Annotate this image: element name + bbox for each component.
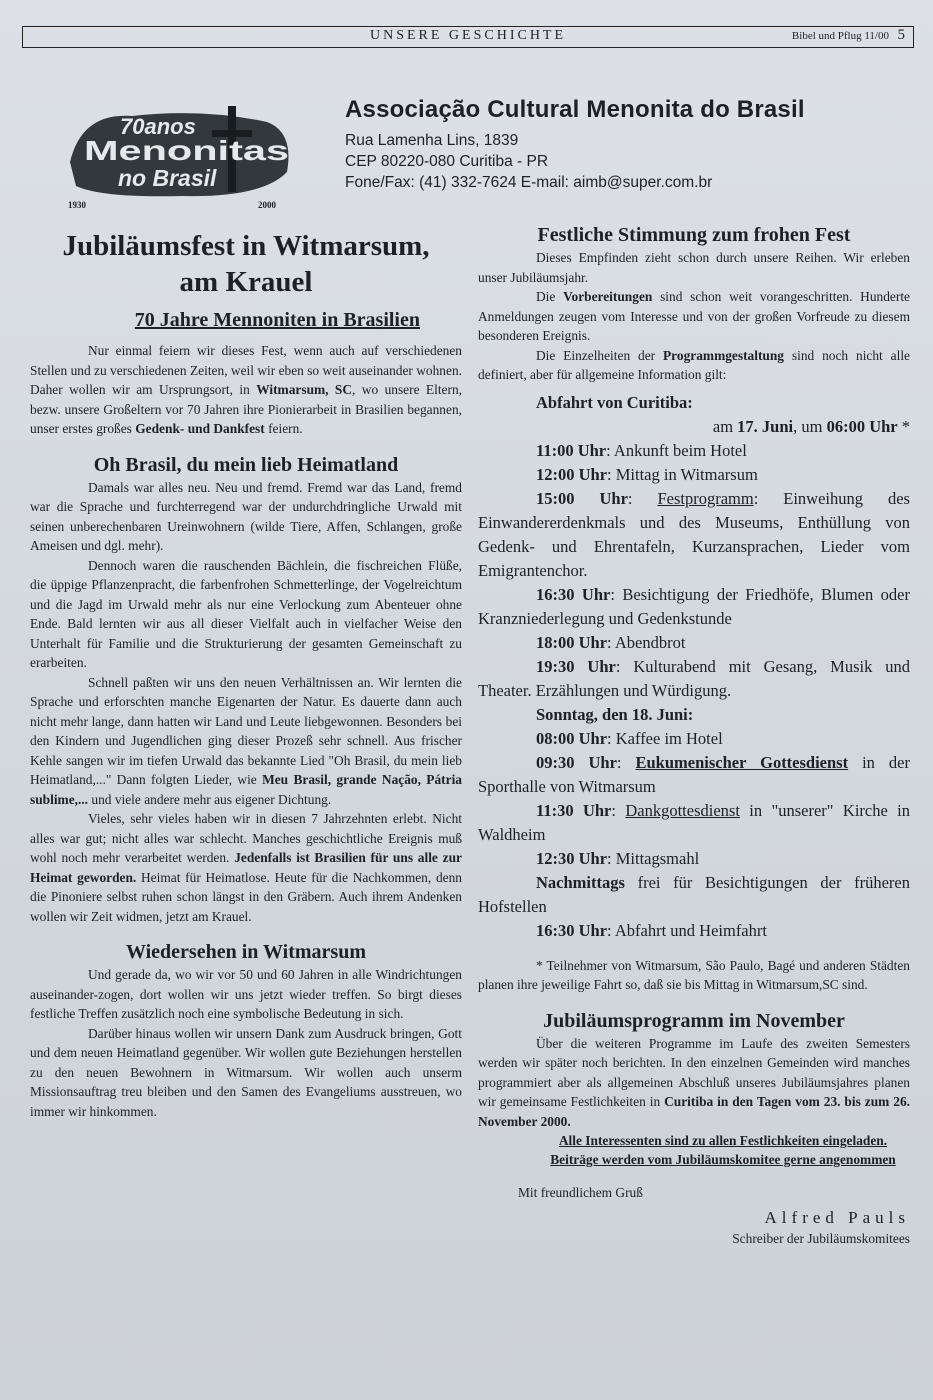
logo-line2: Menonitas (84, 135, 289, 166)
footnote: * Teilnehmer von Witmarsum, São Paulo, Bagé und anderen Städten planen ihre jeweilige Fahrt so, daß sie bis Mittag in Witmarsum,SC sind. (478, 957, 910, 992)
left-column (30, 228, 462, 1121)
paragraph: Darüber hinaus wollen wir unsern Dank zum Ausdruck bringen, Gott und dem neuen Heimatland gegenüber. Wir wollen gute Beziehungen herstellen zu den neuen Bewohnern in Witmarsum. Wir wollen auch unserm Missionsauftrag treu bleiben und den Samen des Evangeliums ausstreuen, wo immer wir hinkommen. (30, 1025, 462, 1119)
section-title: UNSERE GESCHICHTE (369, 28, 567, 43)
section-heading-heimatland: Oh Brasil, du mein lieb Heimatland (93, 453, 399, 476)
paragraph: Damals war alles neu. Neu und fremd. Fremd war das Land, fremd war die Sprache und furchterregend war der undurchdringliche Urwald mit seinen unberechenbaren Ureinwohnern (wilde Tiere, Affen, Schlangen, große Ameisen und dgl. mehr). (30, 479, 462, 553)
logo-line1: 70anos (120, 114, 196, 139)
schedule (478, 385, 910, 943)
schedule-item: 12:00 Uhr: Mittag in Witmarsum (536, 464, 758, 484)
invitation-line: Alle Interessenten sind zu allen Festlichkeiten eingeladen. (558, 1133, 888, 1148)
section-heading-stimmung: Festliche Stimmung zum frohen Fest (537, 224, 851, 246)
schedule-item: 11:00 Uhr: Ankunft beim Hotel (536, 440, 747, 460)
section-heading-wiedersehen: Wiedersehen in Witmarsum (125, 941, 366, 963)
signature-name: Alfred Pauls (764, 1207, 910, 1227)
paragraph: Schnell paßten wir uns den neuen Verhältnissen an. Wir lernten die Sprache und erforschten manche Eigenarten der Natur. Es dauerte dann auch nicht mehr lange, dann hatten wir Land und Leute liebgewonnen. Besonders bei den Kindern und Jugendlichen ging dieser Prozeß sehr schnell. Aus frischer Kehle sangen wir im tiefen Urwald das bekannte Lied "Oh Brasil, du mein lieb Heimatland,..." Dann folgten Lieder, wie Meu Brasil, grande Nação, Pátria sublime,... und viele andere mehr aus eigener Dichtung. (30, 674, 462, 807)
gottesdienst-link: Eukumenischer Gottesdienst (635, 752, 849, 772)
organization-block (345, 96, 905, 193)
section-heading-november: Jubiläumsprogramm im November (543, 1009, 845, 1032)
main-subtitle: 70 Jahre Mennoniten in Brasilien (134, 309, 420, 331)
logo-year-end: 2000 (258, 200, 276, 210)
greeting: Mit freundlichem Gruß (518, 1185, 643, 1200)
schedule-item: 11:30 Uhr: Dankgottesdienst in "unserer" Kirche in Waldheim (478, 800, 910, 844)
schedule-day2-label: Sonntag, den 18. Juni: (536, 704, 694, 724)
schedule-item: Nachmittags frei für Besichtigungen der früheren Hofstellen (478, 872, 910, 916)
page-header (22, 26, 914, 48)
paragraph: Die Vorbereitungen sind schon weit vorangeschritten. Hunderte Anmeldungen zeugen vom Interesse und von der großen Vorfreude zu diesem besonderen Ereignis. (478, 289, 910, 343)
logo-year-start: 1930 (68, 200, 86, 210)
main-title-line1: Jubiläumsfest in Witmarsum, (62, 230, 430, 262)
schedule-item: 18:00 Uhr: Abendbrot (536, 632, 686, 652)
paragraph: Vieles, sehr vieles haben wir in diesen 7 Jahrzehnten erlebt. Nicht alles war gut; nicht alles war schlecht. Manches geschichtliche Ereignis muß wohl noch mehr verarbeitet werden. Jedenfalls ist Brasilien für uns alle zur Heimat geworden. Heimat für Heimatlose. Heute für die Nachkommen, denn die Pinoniere selbst ruhen schon längst in den Gräbern. Auch ihrem Andenken wollen wir Zeit widmen, jetzt am Krauel. (30, 811, 462, 924)
paragraph: Dennoch waren die rauschenden Bächlein, die fischreichen Flüße, die üppige Pflanzenpracht, die farbenfrohen Schmetterlinge, der Vogelreichtum und die Jagd im Urwald mehr als nur eine Verlockung zum Abenteuer ohne Ende. Bald lernten wir aus all dieser Vielfalt auch in vielfacher Weise den Unterhalt für Familie und die Strukturierung der gesamten Gemeinschaft zu erarbeiten. (30, 557, 462, 670)
schedule-item: 16:30 Uhr: Besichtigung der Friedhöfe, Blumen oder Kranzniederlegung und Gedenkstunde (478, 584, 910, 628)
publication-info: Bibel und Pflug 11/00 (791, 30, 889, 42)
dankgottesdienst-link: Dankgottesdienst (625, 800, 740, 820)
paragraph: Über die weiteren Programme im Laufe des zweiten Semesters werden wir später noch berichten. In den einzelnen Gemeinden wird manches programmiert aber als allgemeinen Abschluß unseres Jubiläumsjahres planen wir gemeinsame Festlichkeiten in Curitiba in den Tagen vom 23. bis zum 26. November 2000. (478, 1035, 910, 1129)
organization-contact: Fone/Fax: (41) 332-7624 E-mail: aimb@super.com.br (345, 174, 713, 191)
festprogramm-link: Festprogramm (657, 488, 754, 508)
anniversary-logo (62, 102, 302, 212)
right-column (478, 222, 910, 1248)
paragraph: Die Einzelheiten der Programmgestaltung sind noch nicht alle definiert, aber für allgemeine Information gilt: (478, 347, 910, 382)
organization-address: Rua Lamenha Lins, 1839 (345, 132, 519, 149)
logo-line3: no Brasil (118, 165, 217, 191)
schedule-item: 15:00 Uhr: Festprogramm: Einweihung des Einwandererdenkmals und des Museums, Enthüllung von Gedenk- und Ehrentafeln, Kurzansprachen, Lieder vom Emigrantenchor. (478, 488, 910, 580)
schedule-departure-date: am 17. Juni, um 06:00 Uhr * (712, 416, 910, 436)
page-number: 5 (897, 27, 905, 43)
main-title-line2: am Krauel (179, 266, 313, 298)
schedule-item: 16:30 Uhr: Abfahrt und Heimfahrt (536, 920, 767, 940)
main-title (30, 228, 462, 300)
contributions-line: Beiträge werden vom Jubiläumskomitee gerne angenommen (550, 1152, 896, 1167)
paragraph: Und gerade da, wo wir vor 50 und 60 Jahren in alle Windrichtungen auseinander-zogen, dort wollen wir uns jetzt wieder treffen. So birgt dieses festliche Treffen zusätzlich noch eine symbolische Bedeutung in sich. (30, 967, 462, 1021)
schedule-item: 09:30 Uhr: Eukumenischer Gottesdienst in der Sporthalle von Witmarsum (478, 752, 910, 796)
schedule-item: 19:30 Uhr: Kulturabend mit Gesang, Musik und Theater. Erzählungen und Würdigung. (478, 656, 910, 700)
paragraph: Dieses Empfinden zieht schon durch unsere Reihen. Wir erleben unser Jubiläumsjahr. (478, 250, 910, 285)
schedule-item: 12:30 Uhr: Mittagsmahl (536, 848, 700, 868)
schedule-item: 08:00 Uhr: Kaffee im Hotel (536, 728, 723, 748)
schedule-departure-label: Abfahrt von Curitiba: (536, 392, 693, 412)
organization-name: Associação Cultural Menonita do Brasil (345, 96, 805, 123)
intro-paragraph: Nur einmal feiern wir dieses Fest, wenn auch auf verschiedenen Stellen und zu verschiedenen Zeiten, weil wir eben so weit auseinander wohnen. Daher wollen wir am Ursprungsort, in Witmarsum, SC, wo unsere Eltern, bezw. unsere Großeltern vor 70 Jahren ihre Pionierarbeit in Brasilien begannen, unser erstes großes Gedenk- und Dankfest feiern. (30, 343, 462, 436)
signature-role: Schreiber der Jubiläumskomitees (732, 1230, 910, 1246)
organization-cep: CEP 80220-080 Curitiba - PR (345, 153, 549, 170)
